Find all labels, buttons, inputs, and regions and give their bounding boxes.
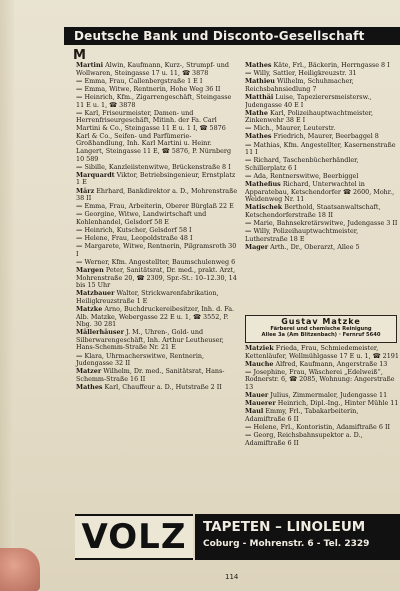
entry-details: Werner, Kfm. Angestellter, Baumschulenweg 6 <box>84 257 236 266</box>
left-column <box>76 62 238 392</box>
entry-surname: — <box>245 227 252 236</box>
entry-details: Peter, Sanitätsrat, Dr. med., prakt. Arzt, Mohrenstraße 20, ☎ 2309, Spr.-St.: 10–12.30, 14 bis 15 Uhr <box>76 266 237 290</box>
entry-details: Georgine, Witwe, Landwirtschaft und Kohlenhandel, Gelsdorf 58 E <box>76 210 207 226</box>
directory-entry <box>245 110 400 125</box>
entry-surname: Mauche <box>245 359 274 368</box>
entry-surname: — <box>245 69 252 78</box>
entry-surname: Mällerhäuser <box>76 328 124 337</box>
directory-entry <box>76 94 238 109</box>
entry-details: Sibille, Kanzleiistenwitwe, Brückenstraße 8 I <box>84 162 231 171</box>
directory-entry <box>245 157 400 172</box>
entry-surname: — <box>245 140 252 149</box>
matzke-advert-line2: Allee 3a (Am Blitzenbach) · Fernruf 5640 <box>261 332 381 338</box>
right-column <box>245 62 400 252</box>
entry-details: Emma, Frau, Arbeiterin, Oberer Bürglaß 22 E <box>84 202 234 211</box>
directory-entry <box>245 369 400 392</box>
entry-details: Emma, Frau, Callenbergstraße 1 E I <box>84 76 203 85</box>
entry-details: Arno, Buchdruckereibesitzer, Inh. d. Fa. Alb. Matzke, Webergasse 22 E u. 1, ☎ 3552, P. Nbg. 30 281 <box>76 305 235 329</box>
entry-details: Käte, Frl., Bäckerin, Herrngasse 8 I <box>273 62 390 69</box>
entry-surname: — <box>76 76 83 85</box>
entry-surname: Matziek <box>245 345 274 352</box>
entry-details: Heinrich, Kfm., Zigarrengeschäft, Steingasse 11 E u. 1, ☎ 3878 <box>76 92 232 109</box>
entry-surname: Mathes <box>245 132 272 141</box>
entry-surname: Marquardt <box>76 170 115 179</box>
entry-details: Karl, Polizeihauptwachtmeister, Zinkenwehr 38 E I <box>245 108 373 125</box>
entry-surname: Mathieu <box>245 77 275 86</box>
entry-details: Heinrich, Dipl.-Ing., Hinter Mühle 11 <box>277 399 399 408</box>
directory-entry <box>245 94 400 109</box>
entry-details: Walter, Strickwarenfabrikation, Heiligkreuzstraße 1 E <box>76 289 219 305</box>
entry-details: Julius, Zimmermaler, Judengasse 11 <box>270 391 388 400</box>
entry-surname: — <box>245 367 252 376</box>
entry-details: Klara, Uhrmacherswitwe, Rentnerin, Judengasse 32 II <box>76 351 205 368</box>
entry-details: Wilhelm, Schuhmacher, Reichsbahnsiedlung 7 <box>245 77 354 93</box>
directory-entry <box>245 432 400 447</box>
entry-surname: Mathes <box>76 382 103 391</box>
entry-surname: — <box>245 124 252 133</box>
entry-details: Wilhelm, Dr. med., Sanitätsrat, Hans-Schemm-Straße 16 II <box>76 367 225 383</box>
entry-surname: Margen <box>76 266 104 275</box>
volz-headline: TAPETEN – LINOLEUM <box>203 519 366 535</box>
entry-surname: — <box>76 234 83 243</box>
entry-surname: — <box>76 257 83 266</box>
entry-details: Marie, Bahnsekretärswitwe, Judengasse 3 II <box>253 219 398 228</box>
entry-details: Arth., Dr., Oberarzt, Allee 5 <box>270 242 360 251</box>
entry-details: Viktor, Betriebsingenieur, Ernstplatz 1 E <box>76 170 236 187</box>
page-number: 114 <box>225 573 239 581</box>
entry-details: Frieda, Frau, Schmiedemeister, Kettenläufer, Wellmühlgasse 17 E u. 1, ☎ 2191 <box>245 345 399 360</box>
entry-surname: — <box>76 242 83 251</box>
entry-details: Richard, Unterwachtel in Apparatebau, Ketschendorfer ☎ 2600, Mohr., Weidenweg Nr. 11 <box>245 180 395 204</box>
entry-details: Heinrich, Kutscher, Gelsdorf 58 I <box>84 226 192 235</box>
entry-details: Helene, Frl., Kontoristin, Adamiftraße 6 II <box>253 423 391 432</box>
directory-entry <box>245 142 400 157</box>
matzke-advert-line1: Färberei und chemische Reinigung <box>270 326 372 332</box>
directory-entry <box>76 172 238 187</box>
entry-details: Karl, Friseurmeister, Damen- und Herrenfriseurgeschäft, Mitinh. der Fa. Carl Martini & Co., Steingasse 11 E u. 1 I, ☎ 5876 <box>76 108 226 132</box>
entry-surname: — <box>76 351 83 360</box>
entry-details: Alfred, Kaufmann, Angerstraße 13 <box>275 359 388 368</box>
entry-surname: — <box>76 226 83 235</box>
entry-surname: Matzer <box>76 367 102 376</box>
section-letter: M <box>73 48 86 63</box>
entry-details: Helene, Frau, Leopoldstraße 48 I <box>84 234 193 243</box>
directory-entry <box>76 306 238 329</box>
entry-surname: Matzbauer <box>76 289 115 298</box>
entry-details: Ehrhard, Bankdirektor a. D., Mohrenstraße 38 II <box>76 186 238 203</box>
directory-entry <box>245 408 400 423</box>
entry-details: Karl, Chauffeur a. D., Hutstraße 2 II <box>104 382 222 391</box>
entry-details: Alwin, Kaufmann, Kurz-, Strumpf- und Wollwaren, Steingasse 17 u. 11, ☎ 3878 <box>76 61 229 77</box>
entry-details: Georg, Reichsbahnsupektor a. D., Adamiftraße 6 II <box>245 431 363 447</box>
directory-entry <box>245 78 400 93</box>
entry-details: Emmy, Frl., Tabakarbeiterin, Adamiftraße 6 II <box>245 407 359 423</box>
entry-surname: — <box>245 219 252 228</box>
directory-entry <box>245 204 400 219</box>
directory-entry <box>76 368 238 383</box>
entry-details: Richard, Taschenbücherhändler, Schillerplatz 6 I <box>245 156 359 172</box>
entry-details: Emma, Witwe, Rentnerin, Hohe Weg 36 II <box>84 84 221 93</box>
entry-details: Margarete, Witwe, Rentnerin, Pilgramsroth 30 I <box>76 242 237 258</box>
entry-surname: — <box>76 84 83 93</box>
entry-surname: — <box>245 172 252 180</box>
volz-panel <box>195 514 400 560</box>
entry-surname: Matzke <box>76 305 103 314</box>
matzke-advert-title: Gustav Matzke <box>281 317 361 326</box>
entry-surname: — <box>76 210 83 219</box>
entry-surname: Mauerer <box>245 399 276 408</box>
directory-entry <box>76 243 238 258</box>
directory-entry <box>76 329 238 352</box>
entry-surname: — <box>245 423 252 432</box>
directory-entry <box>76 211 238 226</box>
directory-entry <box>76 110 238 133</box>
directory-entry <box>245 228 400 243</box>
page-shadow <box>0 0 14 591</box>
directory-entry <box>245 244 400 252</box>
entry-surname: März <box>76 186 95 195</box>
entry-surname: Mathe <box>245 108 268 117</box>
entry-surname: Maul <box>245 407 264 416</box>
entry-surname: Mager <box>245 242 269 251</box>
entry-surname: Mathefius <box>245 180 281 189</box>
directory-entry <box>245 345 400 360</box>
directory-entry <box>76 133 238 163</box>
volz-address: Coburg - Mohrenstr. 6 - Tel. 2329 <box>203 539 370 549</box>
entry-details: Willy, Polizeihauptwachtmeister, Lutherstraße 18 E <box>245 227 359 243</box>
entry-surname: — <box>76 108 83 117</box>
entry-details: Mich., Maurer, Leuterstr. <box>253 124 336 133</box>
bank-banner: Deutsche Bank und Disconto-Gesellschaft <box>64 27 400 45</box>
entry-surname: — <box>245 431 252 440</box>
entry-details: J. M., Uhren-, Gold- und Silberwarengeschäft, Inh. Arthur Leutheuser, Hans-Schemm-Straße Nr. 21 E <box>76 328 224 352</box>
entry-surname: — <box>245 156 252 165</box>
right-column-lower <box>245 345 400 448</box>
entry-surname: Mathes <box>245 62 272 69</box>
entry-surname: Mauer <box>245 391 269 400</box>
volz-logo: VOLZ <box>75 514 193 560</box>
entry-surname: — <box>76 162 83 171</box>
matzke-advert <box>245 315 397 343</box>
entry-surname: Matischek <box>245 203 283 212</box>
directory-entry <box>76 267 238 290</box>
entry-details: Friedrich, Maurer, Beerbaggel 8 <box>273 132 379 141</box>
directory-entry <box>76 384 238 392</box>
directory-entry <box>245 181 400 204</box>
entry-surname: Matthäi <box>245 92 274 101</box>
entry-details: Karl & Co., Seifen- und Parfümerie-Großhandlung, Inh. Karl Martini u. Heinr. Langert, Steingasse 11 E, ☎ 5876, P. Nürnberg 10 589 <box>76 131 232 163</box>
directory-entry <box>76 290 238 305</box>
entry-surname: Martini <box>76 61 104 69</box>
directory-entry <box>76 353 238 368</box>
entry-details: Ada, Rentnerswitwe, Beerbiggel <box>253 172 359 180</box>
directory-entry <box>76 188 238 203</box>
entry-details: Willy, Sattler, Heiligkreuzstr. 31 <box>253 69 357 78</box>
entry-details: Luise, Tapezierersmeistersw., Judengasse 40 E I <box>245 92 372 109</box>
directory-entry <box>76 62 238 77</box>
entry-details: Berthold, Staatsanwaltschaft, Ketschendorferstraße 18 II <box>245 203 381 219</box>
entry-surname: — <box>76 92 83 101</box>
finger-thumb <box>0 548 40 591</box>
entry-details: Mathias, Kfm. Angestellter, Kasernenstraße 11 I <box>245 140 396 157</box>
entry-details: Josephine, Frau, Wäscherei „Edelweiß“, Rodnerstr. 6, ☎ 2085, Wohnung: Angerstraße 13 <box>245 367 395 391</box>
volz-advert <box>75 514 400 560</box>
entry-surname: — <box>76 202 83 211</box>
